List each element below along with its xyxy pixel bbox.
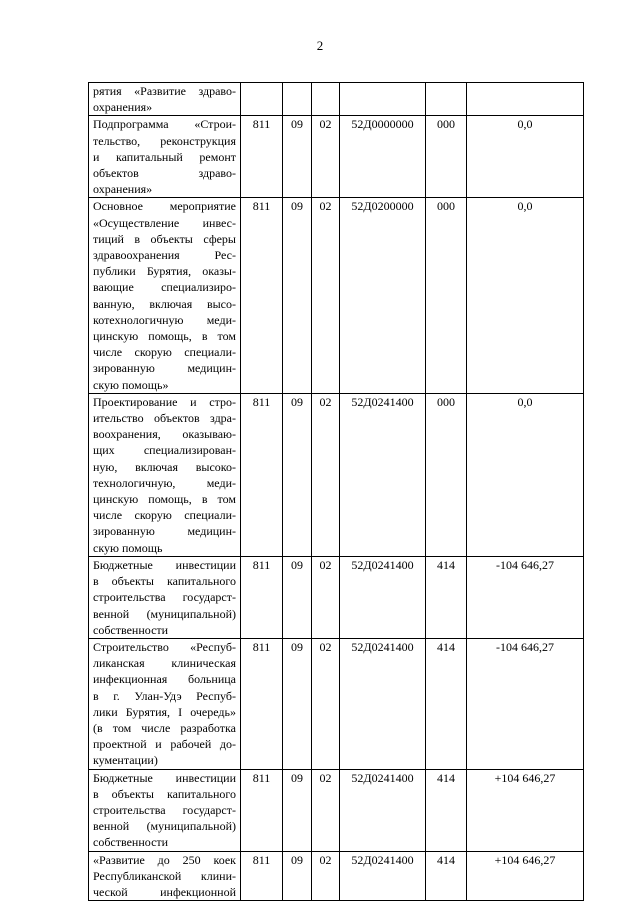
description-line: скую помощь (93, 540, 163, 555)
description-line: (в том числе разработка (93, 720, 236, 735)
description-line: цинскую помощь, в том (93, 329, 236, 344)
description-line: венной (муниципальной) (93, 606, 236, 621)
subsection-code: 02 (312, 393, 340, 556)
description-line: ительство объектов здра- (93, 411, 236, 426)
expense-type-code: 000 (426, 393, 467, 556)
subsection-code: 02 (312, 556, 340, 638)
amount: 0,0 (467, 116, 584, 198)
expense-type-code: 000 (426, 198, 467, 393)
section-code: 09 (283, 638, 312, 769)
expense-type-code: 414 (426, 851, 467, 901)
expense-type-code (426, 83, 467, 116)
amount: -104 646,27 (467, 638, 584, 769)
description-line: щих специализирован- (93, 443, 236, 458)
subsection-code: 02 (312, 638, 340, 769)
description-line: цинскую помощь, в том (93, 492, 236, 507)
expense-type-code: 000 (426, 116, 467, 198)
description-line: котехнологичную меди- (93, 312, 236, 327)
description-line: ликанская клиническая (93, 656, 236, 671)
subsection-code: 02 (312, 769, 340, 851)
description-line: кументации) (93, 753, 158, 768)
row-description (89, 116, 241, 198)
target-article-code: 52Д0241400 (340, 393, 426, 556)
section-code (283, 83, 312, 116)
description-line: Подпрограмма «Строи- (93, 117, 236, 132)
description-line: «Развитие до 250 коек (93, 852, 236, 867)
description-line: инфекционная больница (93, 672, 236, 687)
description-line: Бюджетные инвестиции (93, 770, 236, 785)
subsection-code: 02 (312, 198, 340, 393)
target-article-code: 52Д0241400 (340, 769, 426, 851)
description-line: воохранения, оказываю- (93, 427, 236, 442)
description-line: числе скорую специали- (93, 345, 236, 360)
table-row (89, 116, 584, 198)
section-code: 09 (283, 198, 312, 393)
target-article-code: 52Д0200000 (340, 198, 426, 393)
description-line: охранения» (93, 100, 153, 115)
expense-type-code: 414 (426, 769, 467, 851)
description-line: объектов здраво- (93, 166, 236, 181)
ministry-code: 811 (241, 393, 283, 556)
table-row (89, 83, 584, 116)
target-article-code: 52Д0241400 (340, 851, 426, 901)
amount: +104 646,27 (467, 851, 584, 901)
description-line: строительства государст- (93, 590, 236, 605)
description-line: здравоохранения Рес- (93, 248, 236, 263)
description-line: скую помощь» (93, 377, 169, 392)
target-article-code: 52Д0000000 (340, 116, 426, 198)
description-line: венной (муниципальной) (93, 819, 236, 834)
description-line: лики Бурятия, I очередь» (93, 704, 236, 719)
description-line: зированную медицин- (93, 361, 236, 376)
amount: +104 646,27 (467, 769, 584, 851)
subsection-code: 02 (312, 116, 340, 198)
row-description (89, 769, 241, 851)
row-description (89, 638, 241, 769)
description-line: проектной и рабочей до- (93, 737, 236, 752)
description-line: Бюджетные инвестиции (93, 557, 236, 572)
row-description (89, 556, 241, 638)
section-code: 09 (283, 116, 312, 198)
description-line: рятия «Развитие здраво- (93, 84, 236, 98)
description-line: Основное мероприятие (93, 199, 236, 214)
description-line: строительства государст- (93, 802, 236, 817)
description-line: собственности (93, 835, 169, 850)
row-description (89, 851, 241, 901)
ministry-code: 811 (241, 556, 283, 638)
table-row (89, 556, 584, 638)
table-row (89, 393, 584, 556)
section-code: 09 (283, 393, 312, 556)
description-line: ную, включая высоко- (93, 459, 236, 474)
description-line: ванную, включая высо- (93, 296, 236, 311)
ministry-code (241, 83, 283, 116)
description-line: Строительство «Респуб- (93, 639, 236, 654)
amount: 0,0 (467, 393, 584, 556)
ministry-code: 811 (241, 116, 283, 198)
description-line: ческой инфекционной (93, 884, 236, 899)
section-code: 09 (283, 851, 312, 901)
description-line: числе скорую специали- (93, 508, 236, 523)
target-article-code (340, 83, 426, 116)
expense-type-code: 414 (426, 556, 467, 638)
expense-type-code: 414 (426, 638, 467, 769)
section-code: 09 (283, 556, 312, 638)
subsection-code: 02 (312, 851, 340, 901)
ministry-code: 811 (241, 638, 283, 769)
description-line: вающие специализиро- (93, 280, 236, 295)
table-row (89, 638, 584, 769)
description-line: в объекты капитального (93, 786, 236, 801)
page-number: 2 (316, 38, 324, 53)
table-row (89, 769, 584, 851)
row-description (89, 198, 241, 393)
amount: -104 646,27 (467, 556, 584, 638)
description-line: в объекты капитального (93, 574, 236, 589)
description-line: тиций в объекты сферы (93, 231, 236, 246)
amount: 0,0 (467, 198, 584, 393)
ministry-code: 811 (241, 198, 283, 393)
description-line: тельство, реконструкция (93, 133, 236, 148)
amount (467, 83, 584, 116)
description-line: охранения» (93, 182, 153, 197)
target-article-code: 52Д0241400 (340, 556, 426, 638)
ministry-code: 811 (241, 769, 283, 851)
ministry-code: 811 (241, 851, 283, 901)
row-description (89, 83, 241, 116)
subsection-code (312, 83, 340, 116)
description-line: зированную медицин- (93, 524, 236, 539)
description-line: публики Бурятия, оказы- (93, 264, 236, 279)
target-article-code: 52Д0241400 (340, 638, 426, 769)
row-description (89, 393, 241, 556)
description-line: и капитальный ремонт (93, 149, 236, 164)
table-row (89, 851, 584, 901)
description-line: Республиканской клини- (93, 868, 236, 883)
description-line: технологичную, меди- (93, 475, 236, 490)
description-line: собственности (93, 622, 169, 637)
description-line: в г. Улан-Удэ Респуб- (93, 688, 236, 703)
table-row (89, 198, 584, 393)
description-line: «Осуществление инвес- (93, 215, 236, 230)
section-code: 09 (283, 769, 312, 851)
budget-table (88, 82, 584, 901)
description-line: Проектирование и стро- (93, 394, 236, 409)
